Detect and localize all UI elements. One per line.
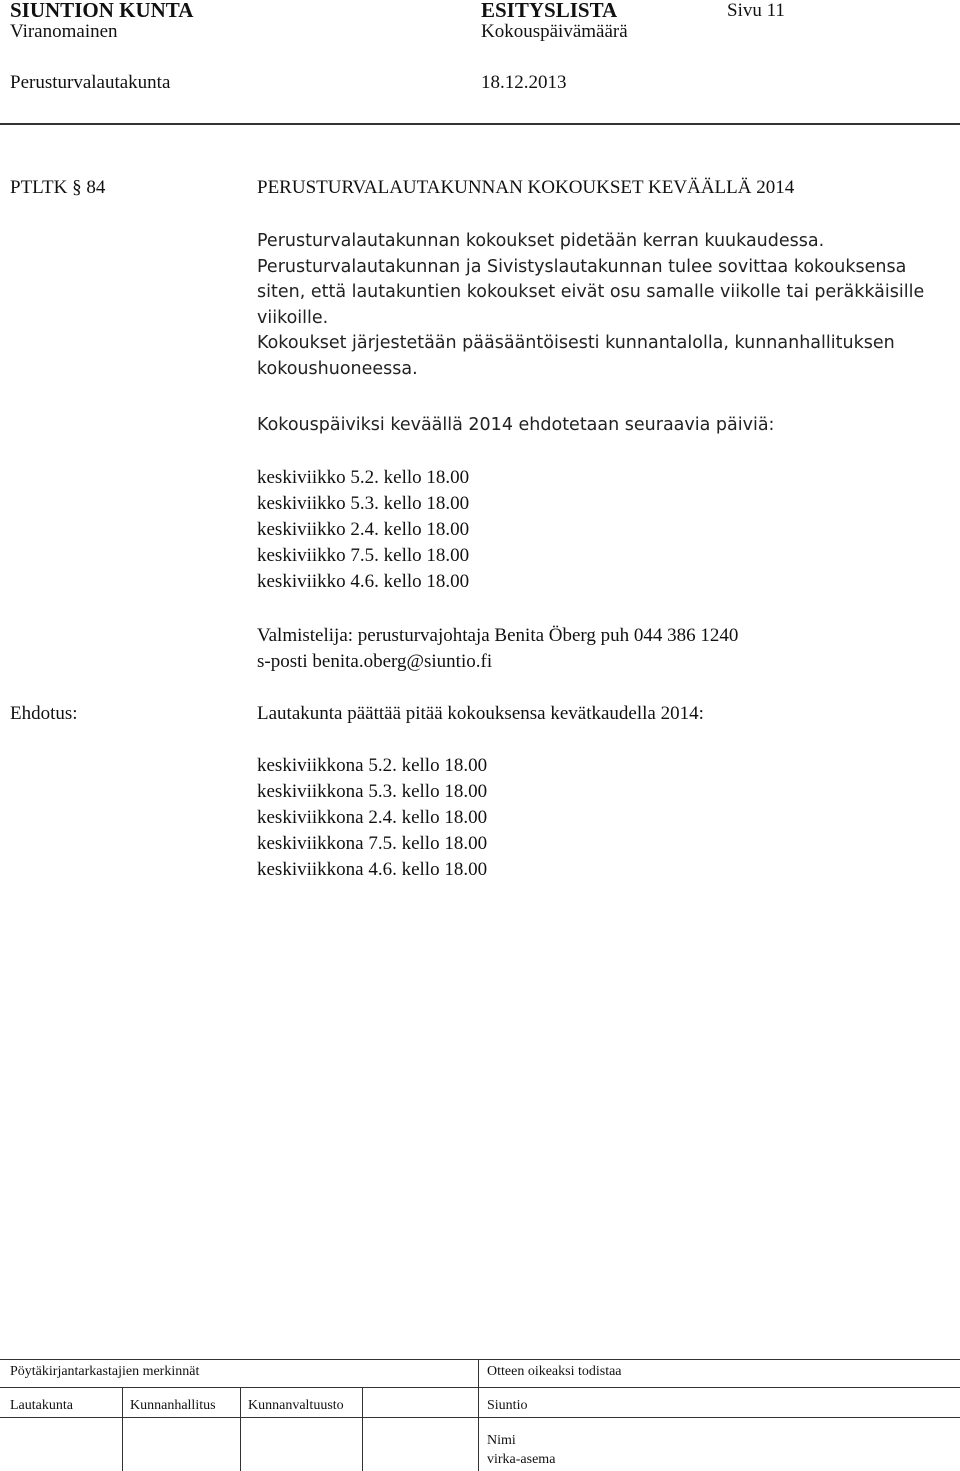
footer-top-rule	[0, 1359, 960, 1360]
meeting-date: 18.12.2013	[481, 72, 567, 93]
list-item: keskiviikko 5.2. kello 18.00	[257, 467, 470, 488]
preparer-info	[257, 623, 738, 675]
footer-col-divider	[478, 1359, 479, 1471]
decision-dates-list	[257, 753, 487, 883]
authority-name: Perusturvalautakunta	[10, 72, 171, 93]
list-item: keskiviikkona 2.4. kello 18.00	[257, 807, 488, 828]
org-name: SIUNTION KUNTA	[10, 0, 194, 22]
footer-col-municipal-board: Kunnanhallitus	[130, 1398, 216, 1413]
footer-row-rule	[0, 1417, 960, 1418]
decision-text: Lautakunta päättää pitää kokouksensa kevätkaudella 2014:	[257, 703, 704, 724]
certified-label: Otteen oikeaksi todistaa	[487, 1364, 622, 1379]
footer-place: Siuntio	[487, 1398, 528, 1413]
checkers-label: Pöytäkirjantarkastajien merkinnät	[10, 1364, 200, 1379]
body-line: Perusturvalautakunnan ja Sivistyslautakunnan tulee sovittaa kokouksensa	[257, 256, 907, 277]
proposal-intro: Kokouspäiviksi keväällä 2014 ehdotetaan seuraavia päiviä:	[257, 415, 775, 435]
list-item: keskiviikko 7.5. kello 18.00	[257, 545, 470, 566]
list-item: keskiviikkona 5.3. kello 18.00	[257, 781, 488, 802]
proposed-dates-list	[257, 465, 469, 595]
item-number: PTLTK § 84	[10, 177, 106, 198]
body-line: Perusturvalautakunnan kokoukset pidetään kerran kuukaudessa.	[257, 231, 825, 251]
body-line: siten, että lautakuntien kokoukset eivät osu samalle viikolle tai peräkkäisille	[257, 282, 925, 302]
footer-col-council: Kunnanvaltuusto	[248, 1398, 344, 1413]
preparer-email: s-posti benita.oberg@siuntio.fi	[257, 651, 493, 672]
footer-name-label: Nimi	[487, 1433, 516, 1448]
footer-position-label: virka-asema	[487, 1452, 556, 1467]
proposal-label: Ehdotus:	[10, 703, 78, 724]
list-item: keskiviikko 2.4. kello 18.00	[257, 519, 470, 540]
body-line: Kokoukset järjestetään pääsääntöisesti kunnantalolla, kunnanhallituksen	[257, 333, 895, 353]
body-line: viikoille.	[257, 307, 329, 328]
footer-col-divider	[240, 1387, 241, 1471]
page-number: Sivu 11	[727, 0, 785, 21]
footer-col-divider	[362, 1387, 363, 1471]
body-paragraph	[257, 229, 924, 382]
list-item: keskiviikko 4.6. kello 18.00	[257, 571, 470, 592]
list-item: keskiviikkona 5.2. kello 18.00	[257, 755, 488, 776]
footer-mid-rule	[0, 1387, 960, 1388]
list-item: keskiviikko 5.3. kello 18.00	[257, 493, 470, 514]
footer-col-board: Lautakunta	[10, 1398, 73, 1413]
document-type: ESITYSLISTA	[481, 0, 618, 22]
header-divider	[0, 123, 960, 125]
list-item: keskiviikkona 4.6. kello 18.00	[257, 859, 488, 880]
preparer-line: Valmistelija: perusturvajohtaja Benita Öberg puh 044 386 1240	[257, 625, 739, 646]
meeting-date-label: Kokouspäivämäärä	[481, 21, 628, 42]
body-line: kokoushuoneessa.	[257, 358, 418, 379]
list-item: keskiviikkona 7.5. kello 18.00	[257, 833, 488, 854]
footer-col-divider	[122, 1387, 123, 1471]
authority-label: Viranomainen	[10, 21, 118, 42]
item-title: PERUSTURVALAUTAKUNNAN KOKOUKSET KEVÄÄLLÄ 2014	[257, 177, 795, 198]
